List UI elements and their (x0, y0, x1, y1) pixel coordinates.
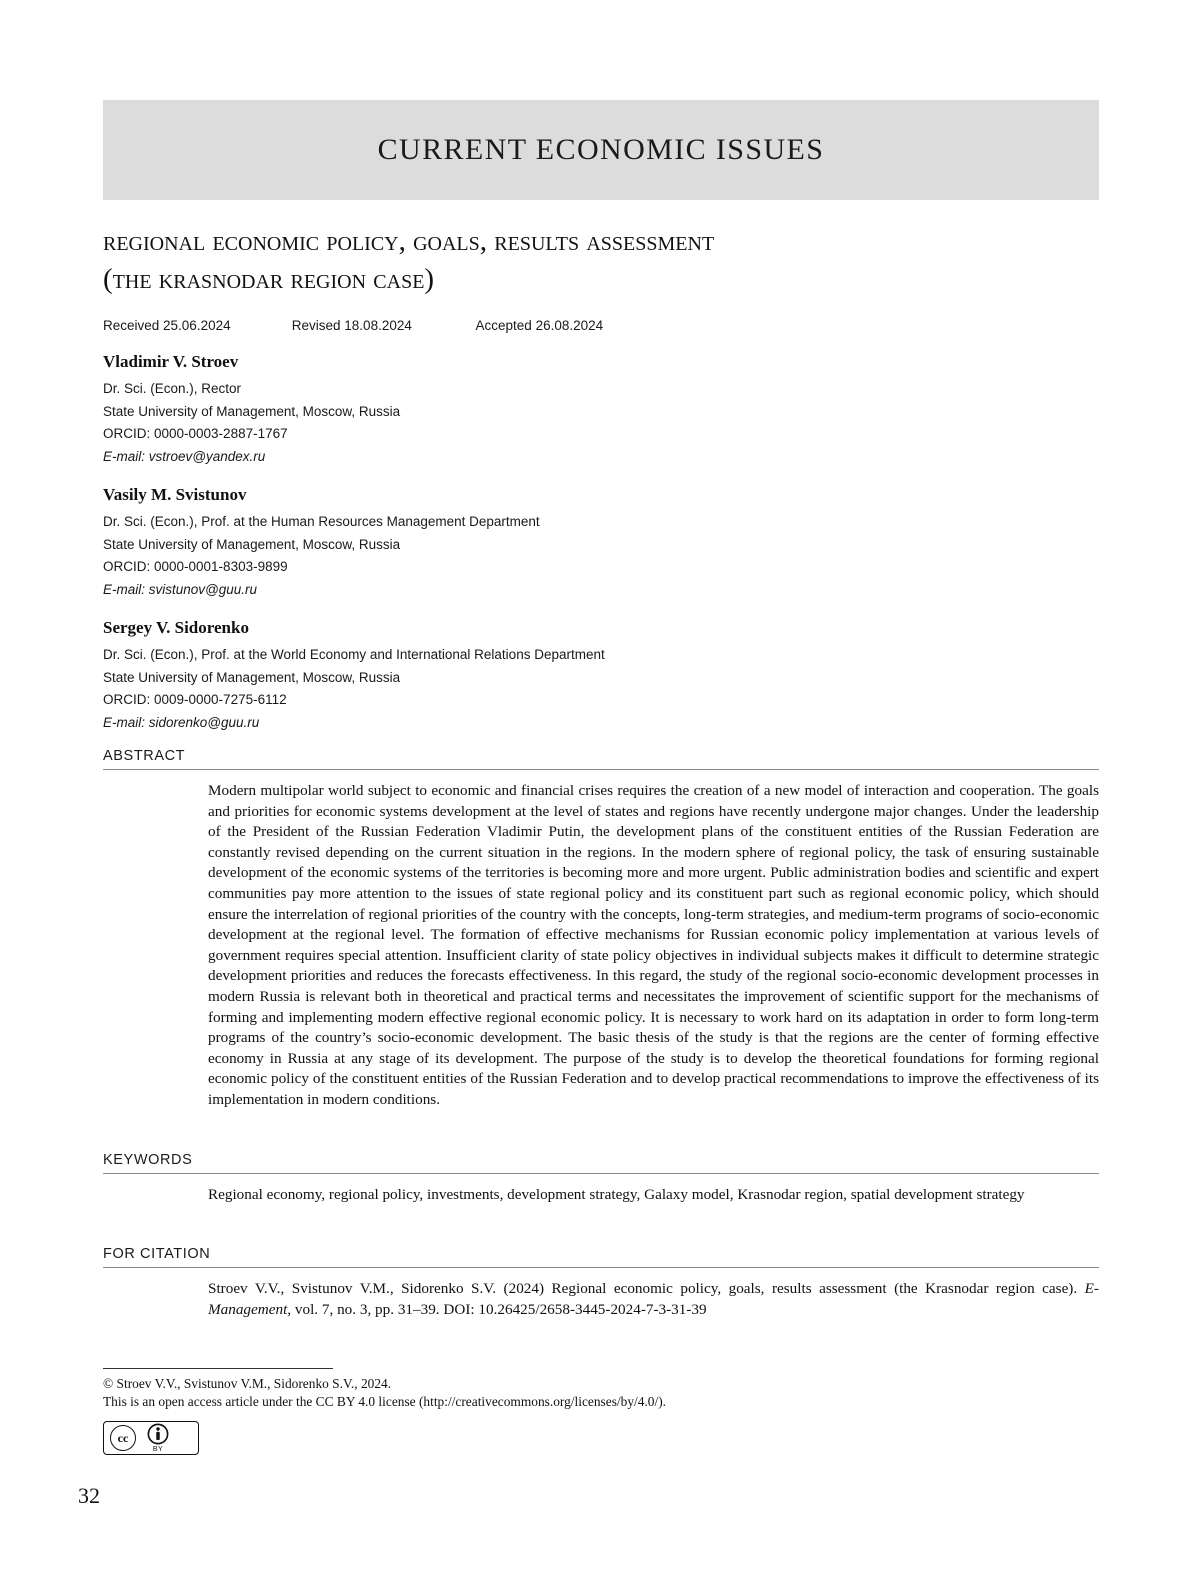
author-name: Vasily M. Svistunov (103, 485, 247, 504)
author-position: Dr. Sci. (Econ.), Prof. at the Human Resources Management Department (103, 514, 540, 529)
author-orcid[interactable]: ORCID: 0009-0000-7275-6112 (103, 692, 287, 707)
cc-by-icon (147, 1423, 169, 1453)
keywords-heading: KEYWORDS (103, 1152, 1099, 1174)
title-line-2: (the krasnodar region case) (103, 263, 435, 295)
author-orcid[interactable]: ORCID: 0000-0003-2887-1767 (103, 426, 288, 441)
author-entry (103, 352, 1003, 468)
citation-heading: FOR CITATION (103, 1246, 1099, 1268)
keywords-section (103, 1152, 1099, 1206)
author-name: Vladimir V. Stroev (103, 352, 239, 371)
author-entry (103, 485, 1003, 601)
cc-icon: cc (110, 1425, 136, 1451)
license-line[interactable]: This is an open access article under the CC BY 4.0 license (http://creativecommons.org/licenses/by/4.0/). (103, 1394, 667, 1409)
abstract-heading: ABSTRACT (103, 748, 1099, 770)
date-received: Received 25.06.2024 (103, 318, 231, 333)
date-revised: Revised 18.08.2024 (291, 318, 412, 333)
author-orcid[interactable]: ORCID: 0000-0001-8303-9899 (103, 559, 288, 574)
author-email[interactable]: E-mail: svistunov@guu.ru (103, 581, 258, 597)
citation-text (208, 1268, 1099, 1320)
copyright-line: © Stroev V.V., Svistunov V.M., Sidorenko S.V., 2024. (103, 1376, 392, 1391)
abstract-text: Modern multipolar world subject to economic and financial crises requires the creation of a new model of interaction and cooperation. The goals and priorities for economic systems development at the level of states and regions have recently undergone major changes. Under the leadership of the President of the Russian Federation Vladimir Putin, the development plans of the constituent entities of the Russian Federation are constantly revised depending on the current situation in the regions. In the modern sphere of regional policy, the task of ensuring sustainable development of the economic systems of the territories is becoming more and more urgent. Public administration bodies and scientific and expert communities pay more attention to the issues of state regional policy and its constituent part such as regional economic policy, which should ensure the interrelation of regional priorities of the country with the concepts, long-term strategies, and medium-term programs of socio-economic development at the regional level. The formation of effective mechanisms for Russian economic policy implementation at various levels of government requires special attention. Insufficient clarity of state policy objectives in individual subjects makes it difficult to determine strategic development priorities and reduces the forecasts effectiveness. In this regard, the study of the regional socio-economic development processes in modern Russia is relevant both in theoretical and practical terms and necessitates the improvement of scientific support for the mechanisms of forming and implementing modern effective regional economic policy. It is necessary to work hard on its adaptation in order to form long-term programs of the country’s socio-economic development. The basic thesis of the study is that the regions are the center of forming effective economy in Russia at any stage of its development. The purpose of the study is to develop the theoretical foundations for forming regional economic policy of the constituent entities of the Russian Federation and to develop practical recommendations to improve the effectiveness of its implementation in modern conditions. (208, 782, 1099, 1108)
page-footer (103, 1368, 1099, 1455)
citation-text-before: Stroev V.V., Svistunov V.M., Sidorenko S.V. (2024) Regional economic policy, goals, results assessment (the Krasnodar region case). (208, 1280, 1085, 1297)
title-line-1: regional economic policy, goals, results assessment (103, 225, 715, 257)
creative-commons-badge[interactable] (103, 1421, 199, 1455)
section-banner (103, 100, 1099, 200)
keywords-text: Regional economy, regional policy, investments, development strategy, Galaxy model, Krasnodar region, spatial development strategy (208, 1186, 1025, 1203)
section-banner-title: CURRENT ECONOMIC ISSUES (377, 133, 825, 166)
cc-by-label: BY (152, 1446, 164, 1453)
title-block (103, 222, 1023, 298)
citation-section (103, 1246, 1099, 1320)
abstract-section (103, 748, 1099, 1111)
author-affiliation: State University of Management, Moscow, Russia (103, 669, 401, 685)
citation-text-after: vol. 7, no. 3, pp. 31–39. DOI: 10.26425/2658-3445-2024-7-3-31-39 (291, 1300, 707, 1318)
date-accepted: Accepted 26.08.2024 (475, 318, 604, 333)
author-position: Dr. Sci. (Econ.), Prof. at the World Economy and International Relations Department (103, 647, 605, 662)
author-affiliation: State University of Management, Moscow, Russia (103, 403, 401, 419)
authors-list (103, 352, 1003, 751)
author-affiliation: State University of Management, Moscow, Russia (103, 536, 401, 552)
author-position: Dr. Sci. (Econ.), Rector (103, 381, 242, 396)
article-dates (103, 318, 603, 333)
author-name: Sergey V. Sidorenko (103, 618, 249, 637)
footer-divider (103, 1368, 333, 1369)
page-number: 32 (78, 1483, 100, 1508)
author-email[interactable]: E-mail: vstroev@yandex.ru (103, 448, 266, 464)
citation-journal: E-Management, (208, 1280, 1099, 1318)
author-email[interactable]: E-mail: sidorenko@guu.ru (103, 714, 260, 730)
page-title (103, 222, 1023, 298)
author-entry (103, 618, 1003, 734)
